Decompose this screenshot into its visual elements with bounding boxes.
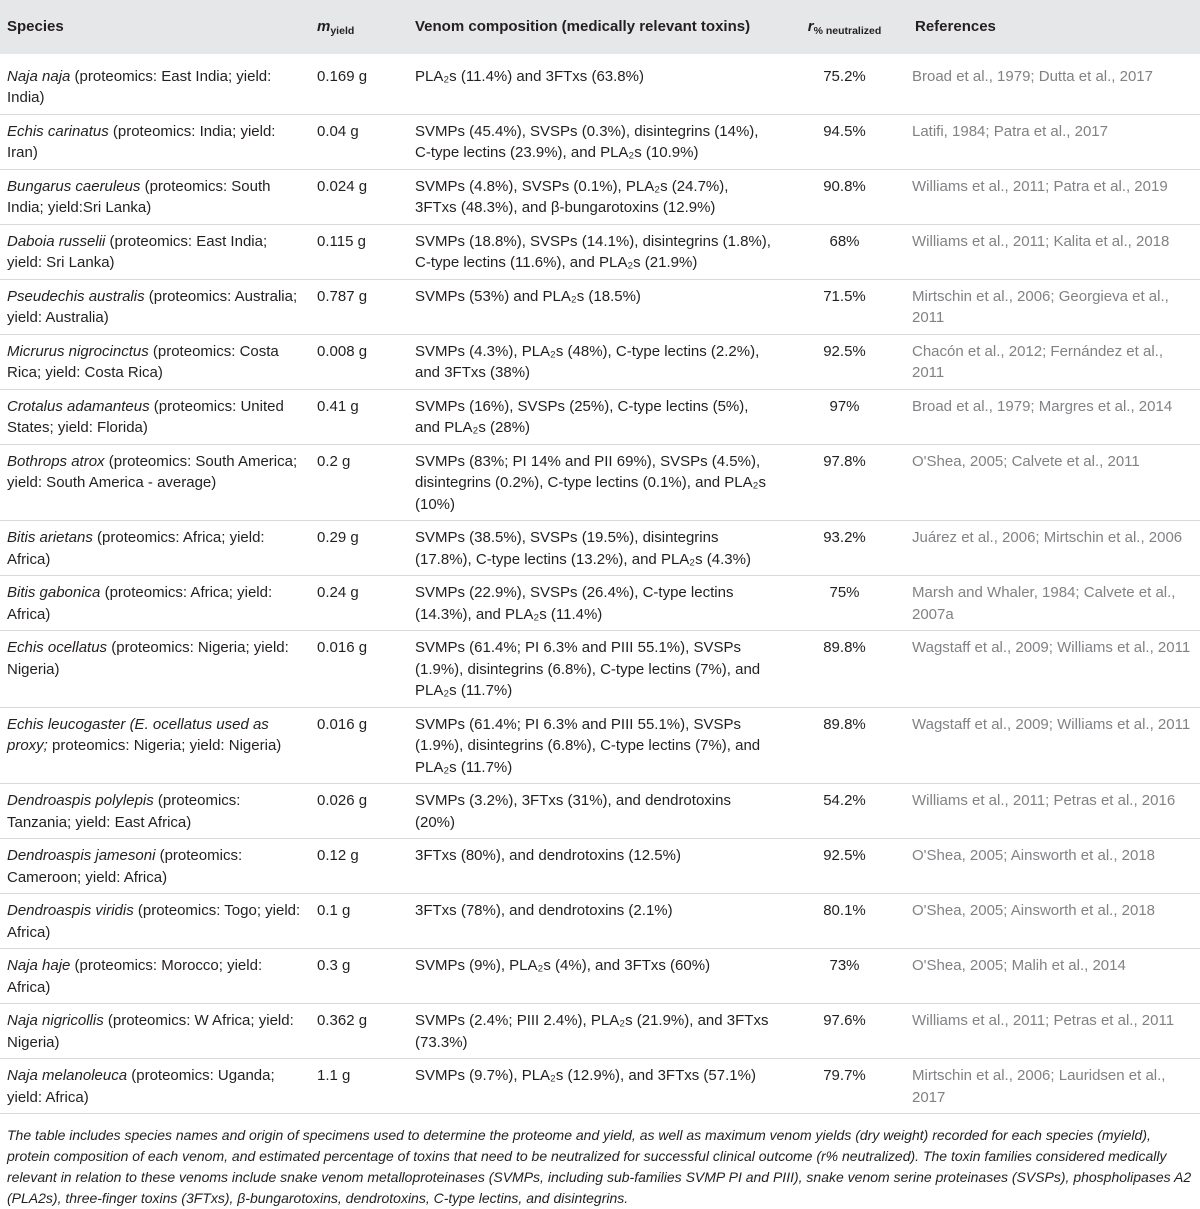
header-r-neutralized [780, 0, 908, 54]
references-cell: O'Shea, 2005; Calvete et al., 2011 [912, 452, 1140, 470]
table-row [0, 1004, 1200, 1059]
venom-cell: SVMPs (61.4%; PI 6.3% and PIII 55.1%), SVSPs (1.9%), disintegrins (6.8%), C-type lectins (7%), and PLA₂s (11.7%) [415, 715, 761, 776]
venom-cell: SVMPs (9.7%), PLA₂s (12.9%), and 3FTxs (57.1%) [415, 1067, 756, 1084]
m-yield-cell: 0.016 g [317, 715, 368, 733]
species-cell [0, 114, 310, 169]
species-cell [0, 784, 310, 839]
r-neutralized-cell: 92.5% [823, 342, 866, 360]
m-yield-cell: 0.115 g [317, 232, 366, 250]
table-header [0, 0, 1200, 54]
species-origin: (proteomics: Costa Rica; yield: Costa Rica) [7, 342, 279, 381]
r-neutralized-cell: 97.8% [823, 452, 866, 470]
species-origin: (proteomics: Africa; yield: Africa) [7, 584, 273, 623]
table-row [0, 631, 1200, 708]
species-name: Bitis gabonica [7, 584, 101, 601]
r-neutralized-cell: 93.2% [823, 529, 866, 546]
r-neutralized-cell: 73% [829, 957, 860, 974]
references-cell: Broad et al., 1979; Margres et al., 2014 [912, 397, 1173, 415]
species-origin: (proteomics: Australia; yield: Australia) [7, 287, 298, 326]
m-yield-cell: 0.026 g [317, 792, 368, 809]
m-yield-cell: 1.1 g [317, 1067, 351, 1084]
table-row [0, 894, 1200, 949]
table-row [0, 707, 1200, 784]
r-neutralized-cell: 71.5% [823, 287, 866, 305]
r-neutralized-cell: 75.2% [823, 67, 866, 85]
references-cell: O'Shea, 2005; Ainsworth et al., 2018 [912, 902, 1156, 919]
species-origin: proteomics: Nigeria; yield: Nigeria) [47, 737, 282, 754]
header-m-yield-sub: yield [330, 25, 355, 37]
r-neutralized-cell: 92.5% [823, 847, 866, 864]
references-cell: Juárez et al., 2006; Mirtschin et al., 2006 [912, 529, 1183, 546]
references-cell: Marsh and Whaler, 1984; Calvete et al., 2007a [912, 584, 1176, 623]
species-cell [0, 839, 310, 894]
species-origin: (proteomics: Africa; yield: Africa) [7, 529, 265, 568]
species-origin: (proteomics: East India; yield: India) [7, 67, 272, 106]
references-cell: Mirtschin et al., 2006; Georgieva et al., 2011 [912, 287, 1169, 326]
species-origin: (proteomics: East India; yield: Sri Lanka) [7, 232, 268, 271]
species-cell [0, 389, 310, 444]
venom-cell: SVMPs (3.2%), 3FTxs (31%), and dendrotoxins (20%) [415, 792, 731, 831]
species-origin: (proteomics: Togo; yield: Africa) [7, 902, 301, 941]
table-row [0, 784, 1200, 839]
species-origin: (proteomics: South India; yield:Sri Lanka) [7, 177, 271, 216]
species-name: Bothrops atrox [7, 452, 105, 470]
species-origin: (proteomics: Uganda; yield: Africa) [7, 1067, 275, 1106]
references-cell: Wagstaff et al., 2009; Williams et al., 2011 [912, 715, 1191, 733]
references-cell: Mirtschin et al., 2006; Lauridsen et al., 2017 [912, 1067, 1166, 1106]
species-cell [0, 631, 310, 708]
references-cell: Chacón et al., 2012; Fernández et al., 2011 [912, 342, 1163, 381]
species-cell [0, 707, 310, 784]
header-row [0, 0, 1200, 54]
species-name: Bungarus caeruleus [7, 177, 141, 195]
table-row [0, 839, 1200, 894]
venom-cell: SVMPs (38.5%), SVSPs (19.5%), disintegrins (17.8%), C-type lectins (13.2%), and PLA₂s (4.3%) [415, 529, 751, 568]
venom-cell: SVMPs (18.8%), SVSPs (14.1%), disintegrins (1.8%), C-type lectins (11.6%), and PLA₂s (21.9%) [415, 232, 771, 271]
species-name: Dendroaspis polylepis [7, 792, 154, 809]
r-neutralized-cell: 97% [829, 397, 860, 415]
table-row [0, 334, 1200, 389]
header-m-yield [310, 0, 408, 54]
species-name: Bitis arietans [7, 529, 93, 546]
m-yield-cell: 0.24 g [317, 584, 359, 601]
r-neutralized-cell: 75% [829, 584, 860, 601]
venom-cell: 3FTxs (80%), and dendrotoxins (12.5%) [415, 847, 681, 864]
table-row [0, 279, 1200, 334]
header-species: Species [7, 18, 64, 35]
species-cell [0, 1004, 310, 1059]
r-neutralized-cell: 80.1% [823, 902, 866, 919]
venom-cell: PLA₂s (11.4%) and 3FTxs (63.8%) [415, 67, 644, 85]
species-name: Echis carinatus [7, 122, 109, 140]
r-neutralized-cell: 97.6% [823, 1012, 866, 1029]
table-row [0, 54, 1200, 115]
species-name: Echis leucogaster (E. ocellatus used as proxy; [7, 715, 269, 754]
venom-cell: SVMPs (4.8%), SVSPs (0.1%), PLA₂s (24.7%), 3FTxs (48.3%), and β-bungarotoxins (12.9%) [415, 177, 729, 216]
header-r-main: r [807, 18, 814, 35]
m-yield-cell: 0.787 g [317, 287, 368, 305]
venom-cell: SVMPs (9%), PLA₂s (4%), and 3FTxs (60%) [415, 957, 711, 974]
r-neutralized-cell: 68% [829, 232, 860, 250]
species-name: Pseudechis australis [7, 287, 145, 305]
species-cell [0, 949, 310, 1004]
species-cell [0, 894, 310, 949]
species-origin: (proteomics: Morocco; yield: Africa) [7, 957, 263, 996]
table-body [0, 54, 1200, 1114]
m-yield-cell: 0.04 g [317, 122, 359, 140]
r-neutralized-cell: 90.8% [823, 177, 866, 195]
venom-cell: SVMPs (45.4%), SVSPs (0.3%), disintegrins (14%), C-type lectins (23.9%), and PLA₂s (10.9%) [415, 122, 759, 161]
species-name: Echis ocellatus [7, 639, 108, 656]
references-cell: Williams et al., 2011; Patra et al., 2019 [912, 177, 1168, 195]
header-r-sub: % neutralized [813, 25, 882, 37]
r-neutralized-cell: 94.5% [823, 122, 866, 140]
references-cell: O'Shea, 2005; Ainsworth et al., 2018 [912, 847, 1156, 864]
m-yield-cell: 0.41 g [317, 397, 359, 415]
species-name: Micrurus nigrocinctus [7, 342, 149, 360]
table-row [0, 576, 1200, 631]
m-yield-cell: 0.1 g [317, 902, 351, 919]
species-origin: (proteomics: Tanzania; yield: East Africa) [7, 792, 241, 831]
venom-cell: SVMPs (22.9%), SVSPs (26.4%), C-type lectins (14.3%), and PLA₂s (11.4%) [415, 584, 734, 623]
venom-cell: 3FTxs (78%), and dendrotoxins (2.1%) [415, 902, 673, 919]
venom-cell: SVMPs (61.4%; PI 6.3% and PIII 55.1%), SVSPs (1.9%), disintegrins (6.8%), C-type lectins (7%), and PLA₂s (11.7%) [415, 639, 761, 699]
species-name: Dendroaspis jamesoni [7, 847, 156, 864]
m-yield-cell: 0.016 g [317, 639, 368, 656]
m-yield-cell: 0.3 g [317, 957, 351, 974]
r-neutralized-cell: 89.8% [823, 639, 866, 656]
species-origin: (proteomics: South America; yield: South America - average) [7, 452, 298, 491]
species-name: Crotalus adamanteus [7, 397, 150, 415]
species-origin: (proteomics: W Africa; yield: Nigeria) [7, 1012, 294, 1051]
m-yield-cell: 0.362 g [317, 1012, 368, 1029]
m-yield-cell: 0.008 g [317, 342, 368, 360]
references-cell: Williams et al., 2011; Petras et al., 2011 [912, 1012, 1175, 1029]
references-cell: O'Shea, 2005; Malih et al., 2014 [912, 957, 1126, 974]
species-name: Dendroaspis viridis [7, 902, 134, 919]
r-neutralized-cell: 79.7% [823, 1067, 866, 1084]
header-venom: Venom composition (medically relevant toxins) [415, 18, 751, 35]
table-caption: The table includes species names and origin of specimens used to determine the proteome and yield, as well as maximum venom yields (dry weight) recorded for each species (myield), protein composition of each venom, and estimated percentage of toxins that need to be neutralized for successful clinical outcome (r% neutralized). The toxin families considered medically relevant in relation to these venoms include snake venom metalloproteinases (SVMPs, including sub-families SVMP PI and PIII), snake venom serine proteinases (SVSPs), phospholipases A2 (PLA2s), three-finger toxins (3FTxs), β-bungarotoxins, dendrotoxins, C-type lectins, and disintegrins. [7, 1127, 1192, 1206]
species-cell [0, 576, 310, 631]
m-yield-cell: 0.169 g [317, 67, 368, 85]
species-cell [0, 54, 310, 115]
species-cell [0, 444, 310, 521]
species-cell [0, 224, 310, 279]
species-origin: (proteomics: United States; yield: Florida) [7, 397, 284, 436]
venom-cell: SVMPs (53%) and PLA₂s (18.5%) [415, 287, 641, 305]
references-cell: Williams et al., 2011; Petras et al., 2016 [912, 792, 1176, 809]
species-origin: (proteomics: Cameroon; yield: Africa) [7, 847, 243, 886]
m-yield-cell: 0.2 g [317, 452, 351, 470]
table-row [0, 521, 1200, 576]
species-cell [0, 521, 310, 576]
references-cell: Wagstaff et al., 2009; Williams et al., 2011 [912, 639, 1191, 656]
species-cell [0, 169, 310, 224]
table-row [0, 169, 1200, 224]
references-cell: Broad et al., 1979; Dutta et al., 2017 [912, 67, 1153, 85]
species-name: Naja haje [7, 957, 71, 974]
references-cell: Latifi, 1984; Patra et al., 2017 [912, 122, 1108, 140]
venom-cell: SVMPs (16%), SVSPs (25%), C-type lectins (5%), and PLA₂s (28%) [415, 397, 749, 436]
table-row [0, 949, 1200, 1004]
species-cell [0, 1059, 310, 1114]
references-cell: Williams et al., 2011; Kalita et al., 2018 [912, 232, 1170, 250]
species-cell [0, 334, 310, 389]
r-neutralized-cell: 54.2% [823, 792, 866, 809]
table-row [0, 224, 1200, 279]
table-row [0, 1059, 1200, 1114]
m-yield-cell: 0.29 g [317, 529, 359, 546]
m-yield-cell: 0.12 g [317, 847, 359, 864]
table-row [0, 389, 1200, 444]
species-origin: (proteomics: Nigeria; yield: Nigeria) [7, 639, 289, 678]
r-neutralized-cell: 89.8% [823, 715, 866, 733]
species-cell [0, 279, 310, 334]
species-origin: (proteomics: India; yield: Iran) [7, 122, 276, 161]
species-name: Naja melanoleuca [7, 1067, 128, 1084]
species-name: Naja nigricollis [7, 1012, 104, 1029]
m-yield-cell: 0.024 g [317, 177, 368, 195]
venom-cell: SVMPs (4.3%), PLA₂s (48%), C-type lectins (2.2%), and 3FTxs (38%) [415, 342, 760, 381]
table-row [0, 444, 1200, 521]
venom-cell: SVMPs (83%; PI 14% and PII 69%), SVSPs (4.5%), disintegrins (0.2%), C-type lectins (0.1%), and PLA₂s (10%) [415, 452, 766, 513]
table-row [0, 114, 1200, 169]
venom-cell: SVMPs (2.4%; PIII 2.4%), PLA₂s (21.9%), and 3FTxs (73.3%) [415, 1012, 769, 1051]
species-name: Daboia russelii [7, 232, 106, 250]
species-name: Naja naja [7, 67, 71, 85]
header-references: References [915, 18, 996, 35]
header-m-yield-main: m [317, 18, 331, 35]
